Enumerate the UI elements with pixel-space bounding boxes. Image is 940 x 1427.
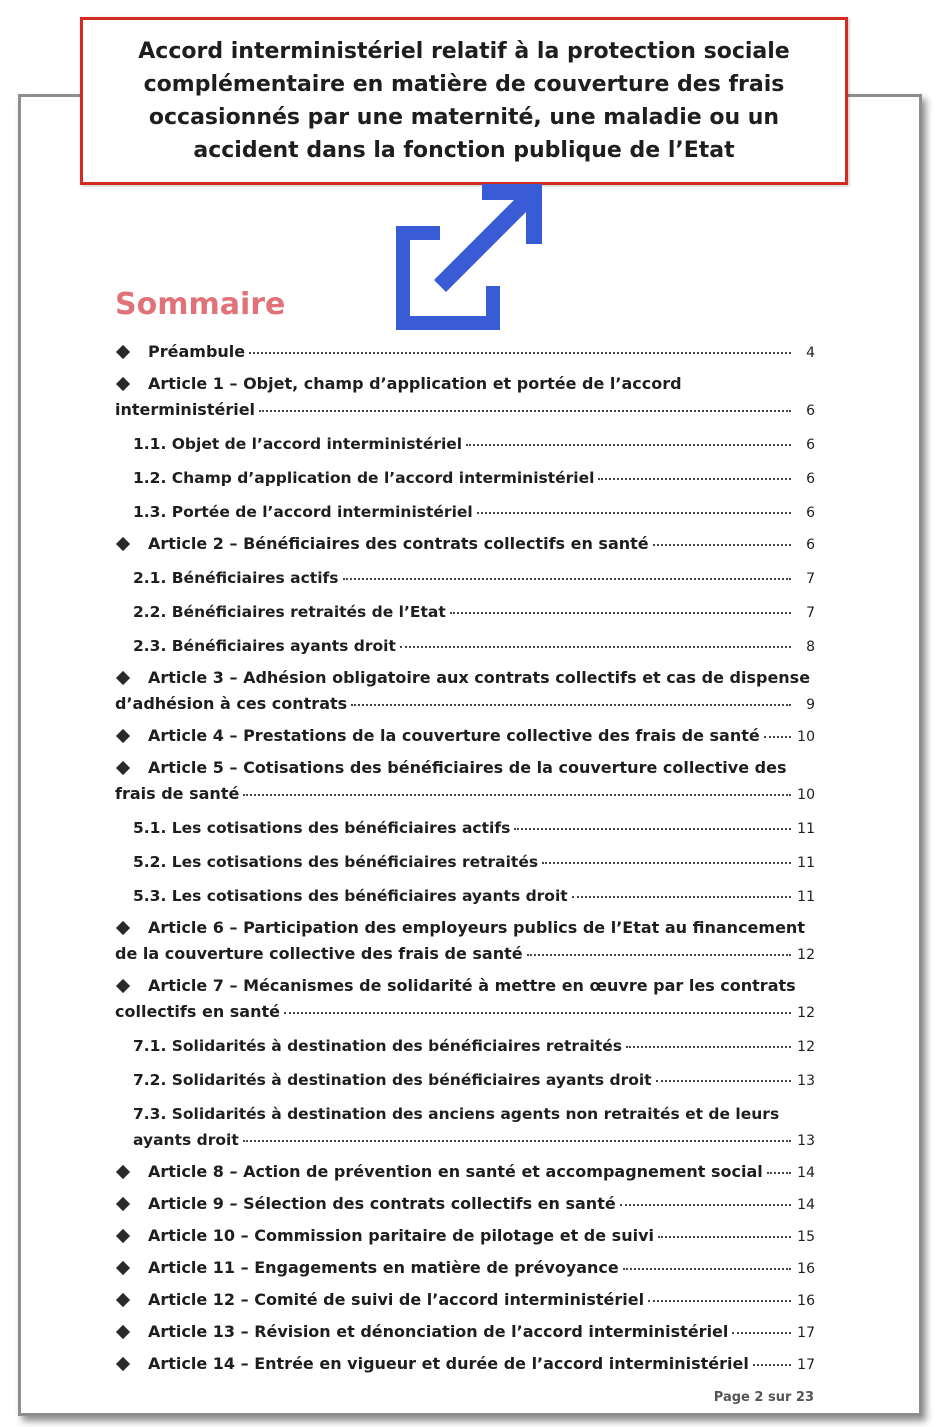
toc-entry-title: collectifs en santé: [115, 1002, 280, 1021]
toc-entry[interactable]: [115, 1223, 815, 1250]
toc-entry[interactable]: [115, 1159, 815, 1186]
toc-entry[interactable]: [115, 849, 815, 876]
toc-entry-title: Article 9 – Sélection des contrats collectifs en santé: [148, 1194, 616, 1213]
diamond-bullet-icon: [116, 376, 130, 390]
diamond-bullet-icon: [116, 978, 130, 992]
toc-entry[interactable]: [115, 371, 815, 424]
toc-entry[interactable]: [115, 465, 815, 492]
diamond-bullet-icon: [116, 537, 130, 551]
toc-entry-title: Article 12 – Comité de suivi de l’accord interministériel: [148, 1290, 645, 1309]
toc-entry-title: Article 11 – Engagements en matière de prévoyance: [148, 1258, 619, 1277]
toc-entry[interactable]: [115, 499, 815, 526]
diamond-bullet-icon: [116, 1261, 130, 1275]
toc-entry[interactable]: [115, 755, 815, 808]
table-of-contents: [115, 334, 815, 1378]
toc-entry[interactable]: [115, 1067, 815, 1094]
dot-leader: [351, 704, 791, 706]
dot-leader: [249, 352, 791, 354]
toc-entry-title: 1.1. Objet de l’accord interministériel: [133, 435, 463, 453]
dot-leader: [623, 1268, 791, 1270]
dot-leader: [656, 1080, 791, 1082]
toc-entry-title: Article 8 – Action de prévention en santé et accompagnement social: [148, 1162, 763, 1181]
toc-page-number: 14: [797, 1197, 815, 1213]
toc-entry[interactable]: [115, 339, 815, 366]
toc-entry-title: frais de santé: [115, 784, 240, 803]
dot-leader: [626, 1046, 791, 1048]
toc-entry[interactable]: [115, 431, 815, 458]
dot-leader: [243, 1140, 791, 1142]
toc-entry[interactable]: [115, 531, 815, 558]
toc-entry-title-line1: Article 6 – Participation des employeurs publics de l’Etat au financement: [148, 918, 805, 937]
diamond-bullet-icon: [116, 920, 130, 934]
toc-entry-title: Article 14 – Entrée en vigueur et durée de l’accord interministériel: [148, 1354, 749, 1373]
toc-entry-title: 2.1. Bénéficiaires actifs: [133, 569, 339, 587]
toc-entry-title-line1: 7.3. Solidarités à destination des anciens agents non retraités et de leurs: [133, 1105, 780, 1123]
page-number-footer: Page 2 sur 23: [713, 1390, 814, 1405]
toc-entry-title: Article 10 – Commission paritaire de pilotage et de suivi: [148, 1226, 654, 1245]
dot-leader: [598, 478, 791, 480]
toc-entry-title: ayants droit: [133, 1131, 239, 1149]
dot-leader: [542, 862, 791, 864]
dot-leader: [653, 544, 791, 546]
toc-entry[interactable]: [115, 815, 815, 842]
toc-page-number: 11: [797, 821, 815, 837]
toc-entry-title: 5.2. Les cotisations des bénéficiaires retraités: [133, 853, 539, 871]
dot-leader: [450, 612, 791, 614]
dot-leader: [572, 896, 791, 898]
toc-entry-title: Article 4 – Prestations de la couverture collective des frais de santé: [148, 726, 760, 745]
diamond-bullet-icon: [116, 670, 130, 684]
toc-page-number: 6: [806, 505, 815, 521]
dot-leader: [400, 646, 791, 648]
diamond-bullet-icon: [116, 345, 130, 359]
dot-leader: [753, 1364, 791, 1366]
toc-page-number: 17: [797, 1325, 815, 1341]
diamond-bullet-icon: [116, 1325, 130, 1339]
toc-entry-title-line1: Article 1 – Objet, champ d’application et portée de l’accord: [148, 374, 682, 393]
sommaire-heading: Sommaire: [115, 287, 286, 322]
dot-leader: [243, 794, 791, 796]
dot-leader: [477, 512, 791, 514]
toc-page-number: 9: [806, 697, 815, 713]
toc-entry[interactable]: [115, 883, 815, 910]
toc-page-number: 6: [806, 437, 815, 453]
toc-page-number: 7: [806, 605, 815, 621]
toc-page-number: 12: [797, 1039, 815, 1055]
toc-page-number: 7: [806, 571, 815, 587]
toc-entry-title: d’adhésion à ces contrats: [115, 694, 348, 713]
toc-page-number: 6: [806, 403, 815, 419]
dot-leader: [767, 1172, 791, 1174]
toc-entry-title: Article 13 – Révision et dénonciation de l’accord interministériel: [148, 1322, 729, 1341]
diamond-bullet-icon: [116, 1357, 130, 1371]
toc-entry-title: 2.2. Bénéficiaires retraités de l’Etat: [133, 603, 446, 621]
toc-page-number: 13: [797, 1073, 815, 1089]
dot-leader: [648, 1300, 791, 1302]
diamond-bullet-icon: [116, 1229, 130, 1243]
dot-leader: [343, 578, 792, 580]
toc-entry-title: Article 2 – Bénéficiaires des contrats collectifs en santé: [148, 534, 649, 553]
toc-entry[interactable]: [115, 723, 815, 750]
document-title: Accord interministériel relatif à la protection sociale complémentaire en matière de couverture des frais occasionnés par une maternité, une maladie ou un accident dans la fonction publique de l’Etat: [80, 17, 848, 185]
dot-leader: [284, 1012, 791, 1014]
toc-entry-title: 1.2. Champ d’application de l’accord interministériel: [133, 469, 595, 487]
dot-leader: [527, 954, 791, 956]
toc-entry[interactable]: [115, 973, 815, 1026]
toc-entry-title: de la couverture collective des frais de santé: [115, 944, 523, 963]
toc-entry-title: Préambule: [148, 342, 246, 361]
dot-leader: [658, 1236, 791, 1238]
dot-leader: [466, 444, 791, 446]
toc-entry-title: 5.1. Les cotisations des bénéficiaires actifs: [133, 819, 511, 837]
toc-entry[interactable]: [115, 1351, 815, 1378]
toc-entry-title: 7.2. Solidarités à destination des bénéficiaires ayants droit: [133, 1071, 652, 1089]
diamond-bullet-icon: [116, 1293, 130, 1307]
toc-page-number: 17: [797, 1357, 815, 1373]
toc-entry[interactable]: [115, 565, 815, 592]
toc-entry[interactable]: [115, 1101, 815, 1154]
diamond-bullet-icon: [116, 1165, 130, 1179]
toc-entry-title: interministériel: [115, 400, 256, 419]
toc-page-number: 10: [797, 729, 815, 745]
toc-entry[interactable]: [115, 1287, 815, 1314]
toc-page-number: 13: [797, 1133, 815, 1149]
toc-page-number: 6: [806, 471, 815, 487]
toc-entry-title: 7.1. Solidarités à destination des bénéficiaires retraités: [133, 1037, 622, 1055]
toc-entry[interactable]: [115, 1319, 815, 1346]
dot-leader: [732, 1332, 791, 1334]
external-link-arrow-icon[interactable]: [392, 182, 544, 334]
toc-entry[interactable]: [115, 633, 815, 660]
toc-entry-title-line1: Article 5 – Cotisations des bénéficiaires de la couverture collective des: [148, 758, 787, 777]
toc-page-number: 11: [797, 855, 815, 871]
toc-entry[interactable]: [115, 1255, 815, 1282]
diamond-bullet-icon: [116, 1197, 130, 1211]
toc-entry-title: 2.3. Bénéficiaires ayants droit: [133, 637, 396, 655]
dot-leader: [620, 1204, 791, 1206]
dot-leader: [764, 736, 791, 738]
toc-entry-title: 5.3. Les cotisations des bénéficiaires ayants droit: [133, 887, 568, 905]
toc-page-number: 11: [797, 889, 815, 905]
toc-page-number: 4: [806, 345, 815, 361]
toc-entry-title-line1: Article 3 – Adhésion obligatoire aux contrats collectifs et cas de dispense: [148, 668, 811, 687]
toc-entry-title: 1.3. Portée de l’accord interministériel: [133, 503, 473, 521]
toc-entry[interactable]: [115, 665, 815, 718]
toc-entry[interactable]: [115, 1191, 815, 1218]
dot-leader: [514, 828, 791, 830]
dot-leader: [259, 410, 791, 412]
toc-page-number: 16: [797, 1293, 815, 1309]
diamond-bullet-icon: [116, 760, 130, 774]
toc-entry[interactable]: [115, 1033, 815, 1060]
toc-entry[interactable]: [115, 599, 815, 626]
toc-page-number: 15: [797, 1229, 815, 1245]
toc-page-number: 12: [797, 947, 815, 963]
diamond-bullet-icon: [116, 729, 130, 743]
toc-page-number: 8: [806, 639, 815, 655]
toc-page-number: 16: [797, 1261, 815, 1277]
toc-page-number: 12: [797, 1005, 815, 1021]
toc-page-number: 14: [797, 1165, 815, 1181]
toc-entry[interactable]: [115, 915, 815, 968]
toc-entry-title-line1: Article 7 – Mécanismes de solidarité à mettre en œuvre par les contrats: [148, 976, 796, 995]
toc-page-number: 6: [806, 537, 815, 553]
toc-page-number: 10: [797, 787, 815, 803]
